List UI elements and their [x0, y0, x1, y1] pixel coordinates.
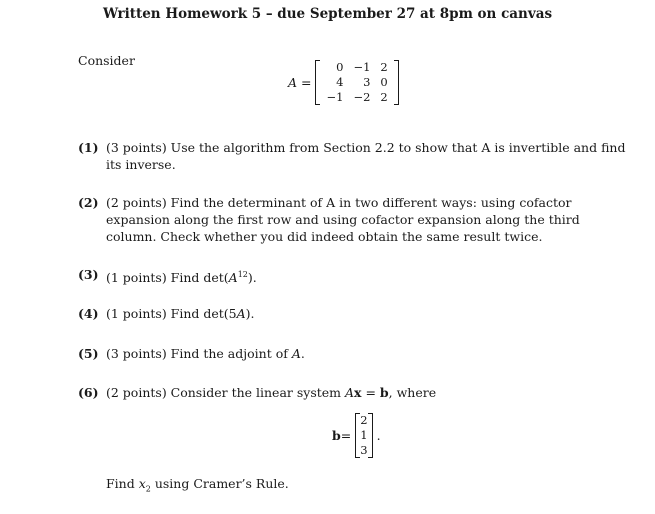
problem-text: (2 points) Consider the linear system Ax = b, where — [106, 385, 437, 400]
problem-number: (1) — [78, 140, 99, 155]
problem-text: (3 points) Use the algorithm from Section 2.2 to show that A is invertible and find its inverse. — [106, 140, 626, 172]
problem-text: (1 points) Find $\det(A^{12})$. — [106, 270, 257, 286]
problem-text: (3 points) Find the adjoint of A. — [106, 346, 305, 361]
matrix-a-label: A = — [288, 75, 312, 90]
matrix-cell: 3 — [363, 75, 371, 89]
problem-number: (6) — [78, 385, 99, 400]
vector-cell: 3 — [360, 443, 368, 457]
problem-number: (3) — [78, 267, 99, 282]
matrix-cell: 0 — [380, 75, 388, 89]
matrix-cell: −1 — [326, 90, 344, 104]
matrix-row — [321, 90, 392, 105]
vector-b: b = 2 1 3 . — [332, 413, 381, 457]
matrix-a-table — [321, 60, 392, 105]
final-instruction: Find $x_2$ using Cramer’s Rule. — [106, 476, 289, 494]
problem-number: (2) — [78, 195, 99, 210]
vector-cell: 2 — [360, 413, 368, 427]
vector-b-table — [359, 413, 368, 458]
problem-text: (2 points) Find the determinant of A in two different ways: using cofactor expansion along the first row and using cofactor expansion along the third column. Check whether you did indeed obtain the same result twice. — [106, 195, 580, 244]
vector-cell: 1 — [360, 428, 368, 442]
matrix-cell: −2 — [353, 90, 371, 104]
problem-number: (4) — [78, 306, 99, 321]
problem-2 — [78, 194, 626, 245]
problem-4 — [78, 305, 626, 322]
problem-1 — [78, 139, 626, 173]
problem-5 — [78, 345, 626, 362]
matrix-cell: 2 — [380, 90, 388, 104]
matrix-cell: 2 — [380, 60, 388, 74]
vector-b-label: b — [332, 428, 341, 443]
matrix-a-brackets — [315, 60, 398, 105]
matrix-cell: −1 — [353, 60, 371, 74]
matrix-a — [288, 60, 399, 105]
matrix-cell: 0 — [336, 60, 344, 74]
page-title: Written Homework 5 – due September 27 at 8pm on canvas — [102, 6, 553, 22]
vector-b-brackets — [355, 413, 372, 458]
problem-number: (5) — [78, 346, 99, 361]
matrix-cell: 4 — [336, 75, 344, 89]
consider-label: Consider — [78, 53, 135, 68]
matrix-row — [321, 60, 392, 75]
matrix-row — [321, 75, 392, 90]
problem-text: (1 points) Find det(5A). — [106, 306, 255, 321]
problem-3 — [78, 266, 626, 286]
problem-6 — [78, 384, 626, 401]
